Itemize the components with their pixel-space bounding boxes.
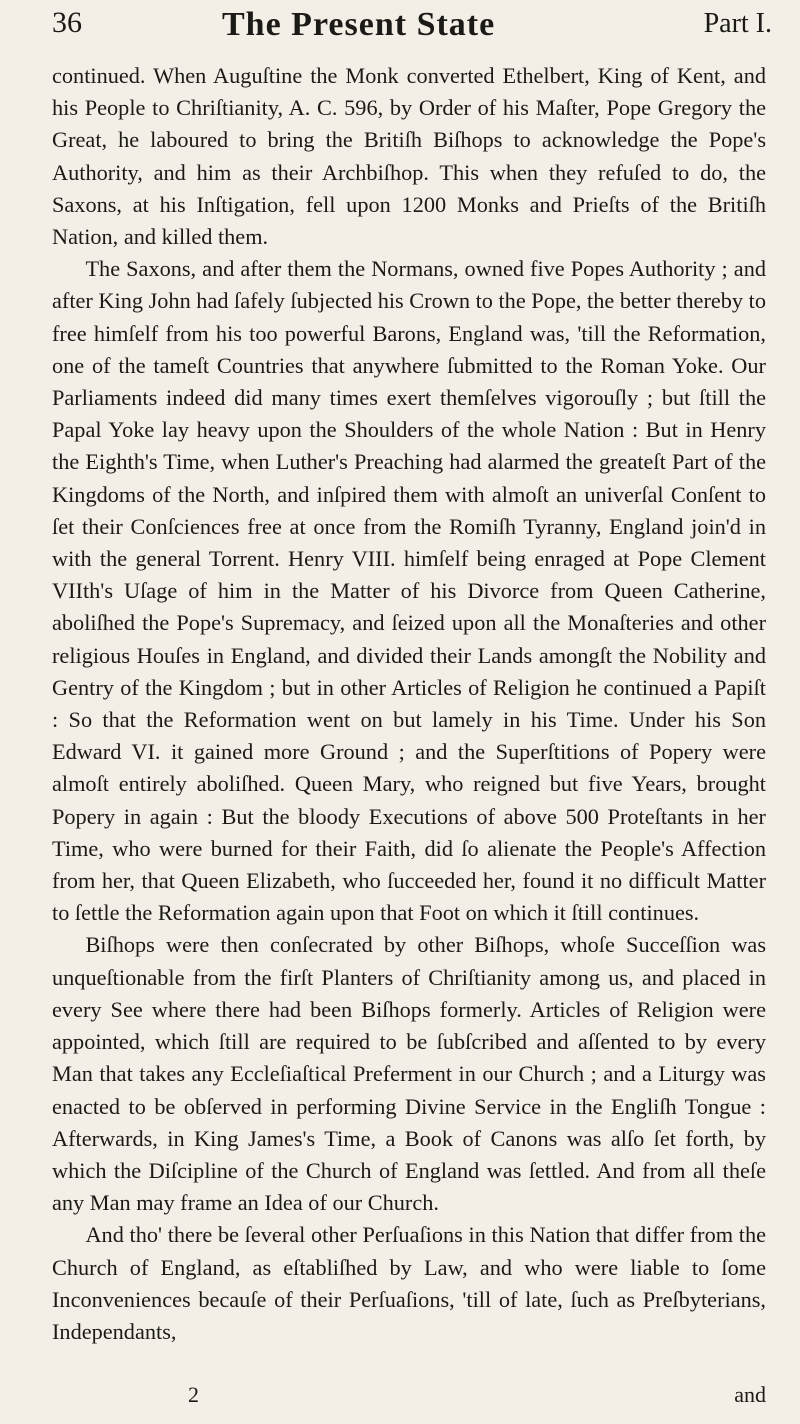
running-title: The Present State bbox=[222, 6, 496, 43]
catchword: and bbox=[734, 1382, 766, 1407]
paragraph: continued. When Auguſtine the Monk converted Ethelbert, King of Kent, and his People to Chriſtianity, A. C. 596, by Order of his Maſter, Pope Gregory the Great, he laboured to bring the Britiſh Biſhops to acknowledge the Pope's Authority, and him as their Archbiſhop. This when they refuſed to do, the Saxons, at his Inſtigation, fell upon 1200 Monks and Prieſts of the Britiſh Nation, and killed them. bbox=[52, 63, 766, 250]
page-number: 36 bbox=[52, 6, 82, 39]
signature-mark: 2 bbox=[188, 1382, 199, 1407]
paragraph: Biſhops were then conſecrated by other Biſhops, whoſe Succeſſion was unqueſtionable from the firſt Planters of Chriſtianity among us, and placed in every See where there had been Biſhops formerly. Articles of Religion were appointed, which ſtill are required to be ſubſcribed and aſſented to by every Man that takes any Eccleſiaſtical Preferment in our Church ; and a Liturgy was enacted to be obſerved in performing Divine Service in the Engliſh Tongue : Afterwards, in King James's Time, a Book of Canons was alſo ſet forth, by which the Diſcipline of the Church of England was ſettled. And from all theſe any Man may frame an Idea of our Church. bbox=[52, 932, 766, 1216]
paragraph: And tho' there be ſeveral other Perſuaſions in this Nation that differ from the Church of England, as eſtabliſhed by Law, and who were liable to ſome Inconveniences becauſe of their Perſuaſions, 'till of late, ſuch as Preſbyterians, Independants, bbox=[52, 1222, 766, 1344]
page-footer bbox=[52, 1382, 766, 1414]
part-label: Part I. bbox=[703, 8, 772, 39]
paragraph: The Saxons, and after them the Normans, owned five Popes Authority ; and after King John had ſafely ſubjected his Crown to the Pope, the better thereby to free himſelf from his too powerful Barons, England was, 'till the Reformation, one of the tameſt Countries that anywhere ſubmitted to the Roman Yoke. Our Parliaments indeed did many times exert themſelves vigorouſly ; but ſtill the Papal Yoke lay heavy upon the Shoulders of the whole Nation : But in Henry the Eighth's Time, when Luther's Preaching had alarmed the greateſt Part of the Kingdoms of the North, and inſpired them with almoſt an univerſal Conſent to ſet their Conſciences free at once from the Romiſh Tyranny, England join'd in with the general Torrent. Henry VIII. himſelf being enraged at Pope Clement VIIth's Uſage of him in the Matter of his Divorce from Queen Catherine, aboliſhed the Pope's Supremacy, and ſeized upon all the Monaſteries and other religious Houſes in England, and divided their Lands amongſt the Nobility and Gentry of the Kingdom ; but in other Articles of Religion he continued a Papiſt : So that the Reformation went on but lamely in his Time. Under his Son Edward VI. it gained more Ground ; and the Superſtitions of Popery were almoſt entirely aboliſhed. Queen Mary, who reigned but five Years, brought Popery in again : But the bloody Executions of above 500 Proteſtants in her Time, who were burned for their Faith, did ſo alienate the People's Affection from her, that Queen Elizabeth, who ſucceeded her, found it no difficult Matter to ſettle the Reformation again upon that Foot on which it ſtill continues. bbox=[52, 256, 766, 926]
page-header bbox=[52, 6, 772, 60]
body-text bbox=[52, 60, 766, 1348]
